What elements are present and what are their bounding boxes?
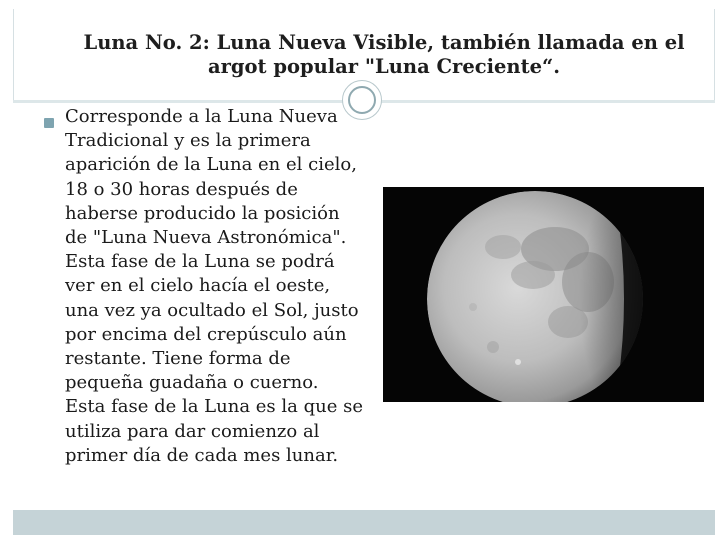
bullet-icon [44,118,54,128]
moon-photo-icon [383,187,704,402]
body-text: Corresponde a la Luna Nueva Tradicional y es la primera aparición de la Luna en el cielo, 18 o 30 horas después de haberse producido la posición de "Luna Nueva Astronómica". Esta fase de la Luna se podrá ver en el cielo hacía el oeste, una vez ya ocultado el Sol, justo por encima del crepúsculo aún restante. Tiene forma de pequeña guadaña o cuerno. Esta fase de la Luna es la que se utiliza para dar comienzo al primer día de cada mes lunar. [65,106,363,466]
moon-photo [383,187,704,402]
footer-band [13,510,715,535]
slide-title: Luna No. 2: Luna Nueva Visible, también llamada en el argot popular "Luna Creciente“. [83,31,685,78]
